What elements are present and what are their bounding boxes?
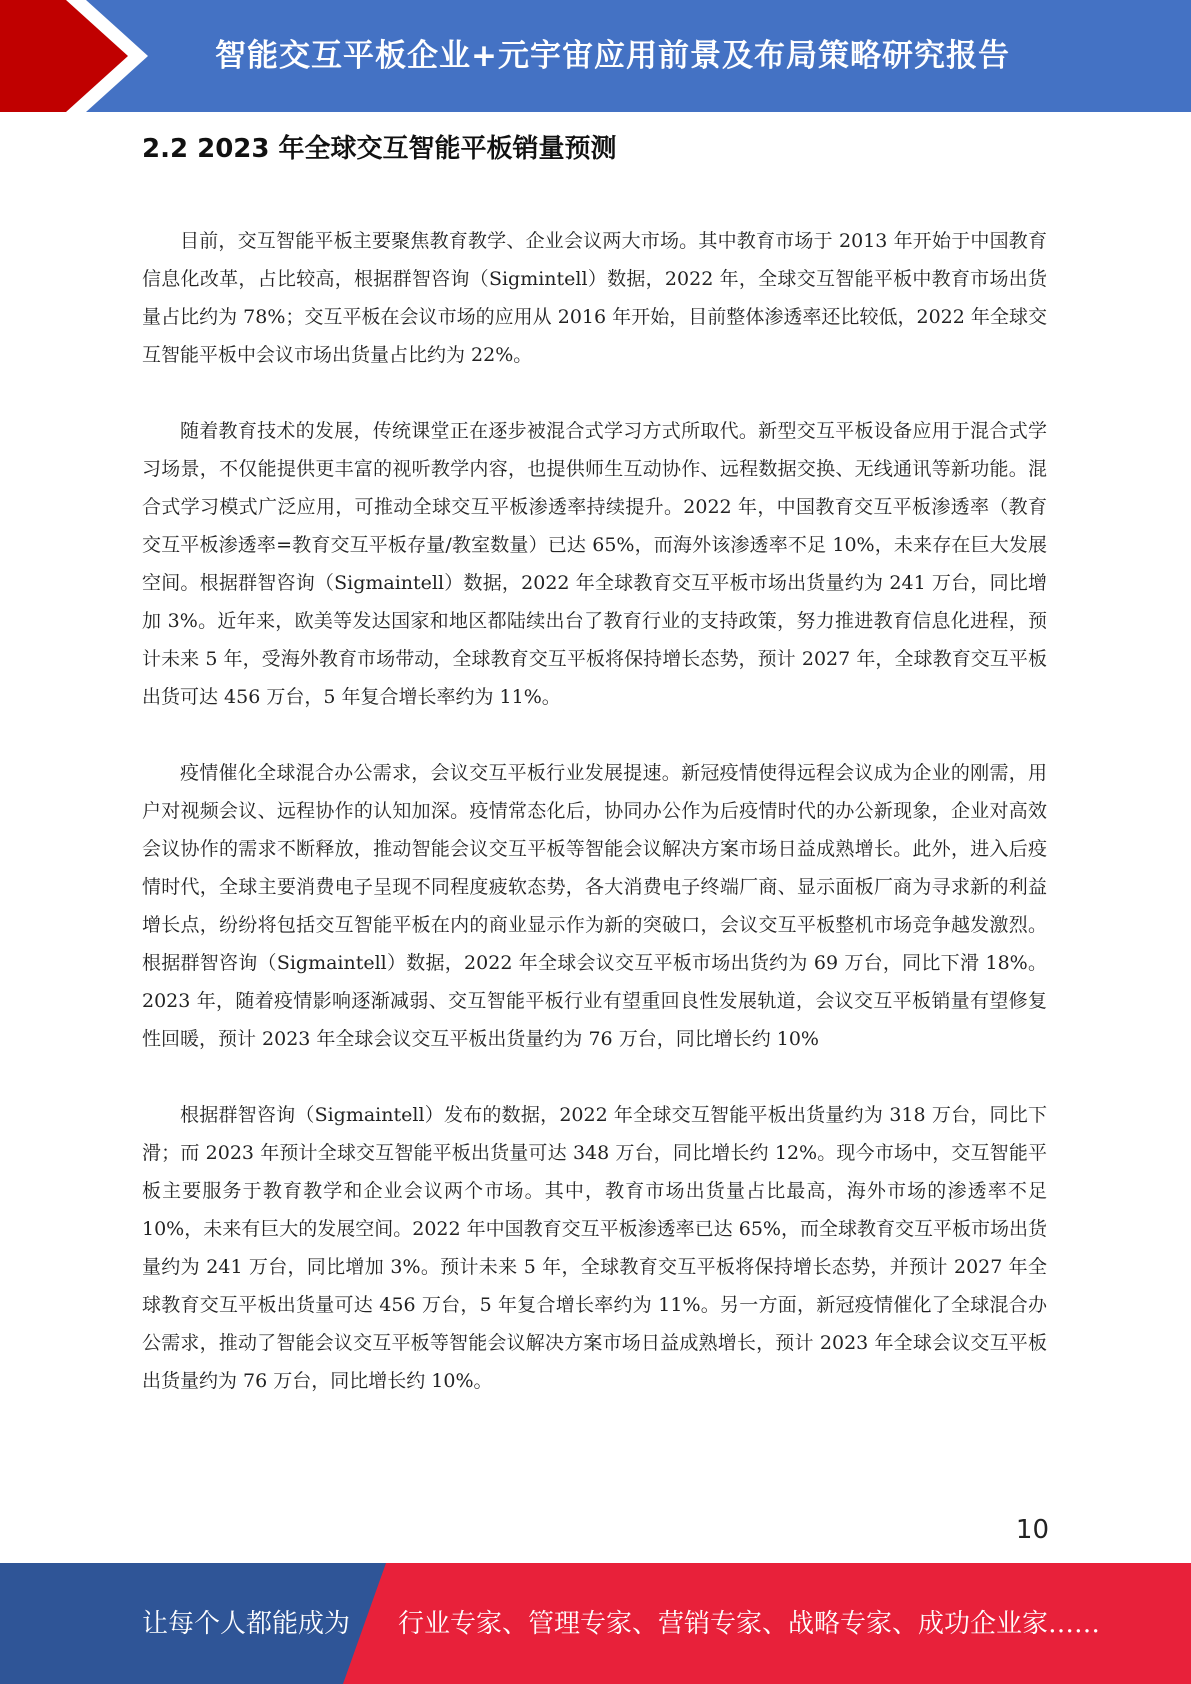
- paragraph-forecast-summary: 根据群智咨询（Sigmaintell）发布的数据，2022 年全球交互智能平板出货量约为 318 万台，同比下滑；而 2023 年预计全球交互智能平板出货量可达 348 万台，同比增长约 12%。现今市场中，交互智能平板主要服务于教育教学和企业会议两个市场。其中，教育市场出货量占比最高，海外市场的渗透率不足 10%，未来有巨大的发展空间。2022 年中国教育交互平板渗透率已达 65%，而全球教育交互平板市场出货量约为 241 万台，同比增加 3%。预计未来 5 年，全球教育交互平板将保持增长态势，并预计 2027 年全球教育交互平板出货量可达 456 万台，5 年复合增长率约为 11%。另一方面，新冠疫情催化了全球混合办公需求，推动了智能会议交互平板等智能会议解决方案市场日益成熟增长，预计 2023 年全球会议交互平板出货量约为 76 万台，同比增长约 10%。: [142, 1104, 1047, 1392]
- footer-slogan-left: 让每个人都能成为: [142, 1609, 351, 1639]
- body-text: [142, 222, 1047, 1400]
- section-heading: 2.2 2023 年全球交互智能平板销量预测: [142, 134, 617, 164]
- report-title: 智能交互平板企业+元宇宙应用前景及布局策略研究报告: [215, 38, 1010, 74]
- page-header: [0, 0, 1191, 112]
- paragraph-education-market: 随着教育技术的发展，传统课堂正在逐步被混合式学习方式所取代。新型交互平板设备应用于混合式学习场景，不仅能提供更丰富的视听教学内容，也提供师生互动协作、远程数据交换、无线通讯等新功能。混合式学习模式广泛应用，可推动全球交互平板渗透率持续提升。2022 年，中国教育交互平板渗透率（教育交互平板渗透率=教育交互平板存量/教室数量）已达 65%，而海外该渗透率不足 10%，未来存在巨大发展空间。根据群智咨询（Sigmaintell）数据，2022 年全球教育交互平板市场出货量约为 241 万台，同比增加 3%。近年来，欧美等发达国家和地区都陆续出台了教育行业的支持政策，努力推进教育信息化进程，预计未来 5 年，受海外教育市场带动，全球教育交互平板将保持增长态势，预计 2027 年，全球教育交互平板出货可达 456 万台，5 年复合增长率约为 11%。: [142, 420, 1047, 708]
- paragraph-meeting-market: 疫情催化全球混合办公需求，会议交互平板行业发展提速。新冠疫情使得远程会议成为企业的刚需，用户对视频会议、远程协作的认知加深。疫情常态化后，协同办公作为后疫情时代的办公新现象，企业对高效会议协作的需求不断释放，推动智能会议交互平板等智能会议解决方案市场日益成熟增长。此外，进入后疫情时代，全球主要消费电子呈现不同程度疲软态势，各大消费电子终端厂商、显示面板厂商为寻求新的利益增长点，纷纷将包括交互智能平板在内的商业显示作为新的突破口，会议交互平板整机市场竞争越发激烈。根据群智咨询（Sigmaintell）数据，2022 年全球会议交互平板市场出货约为 69 万台，同比下滑 18%。2023 年，随着疫情影响逐渐减弱、交互智能平板行业有望重回良性发展轨道，会议交互平板销量有望修复性回暖，预计 2023 年全球会议交互平板出货量约为 76 万台，同比增长约 10%: [142, 762, 1047, 1050]
- header-arrow-decoration: [0, 0, 160, 112]
- page-number: 10: [1015, 1515, 1049, 1545]
- footer-slogan-right: 行业专家、管理专家、营销专家、战略专家、成功企业家……: [398, 1609, 1101, 1639]
- paragraph-market-overview: 目前，交互智能平板主要聚焦教育教学、企业会议两大市场。其中教育市场于 2013 年开始于中国教育信息化改革，占比较高，根据群智咨询（Sigmintell）数据，2022 年，全球交互智能平板中教育市场出货量占比约为 78%；交互平板在会议市场的应用从 2016 年开始，目前整体渗透率还比较低，2022 年全球交互智能平板中会议市场出货量占比约为 22%。: [142, 230, 1047, 366]
- page-footer: [0, 1563, 1191, 1684]
